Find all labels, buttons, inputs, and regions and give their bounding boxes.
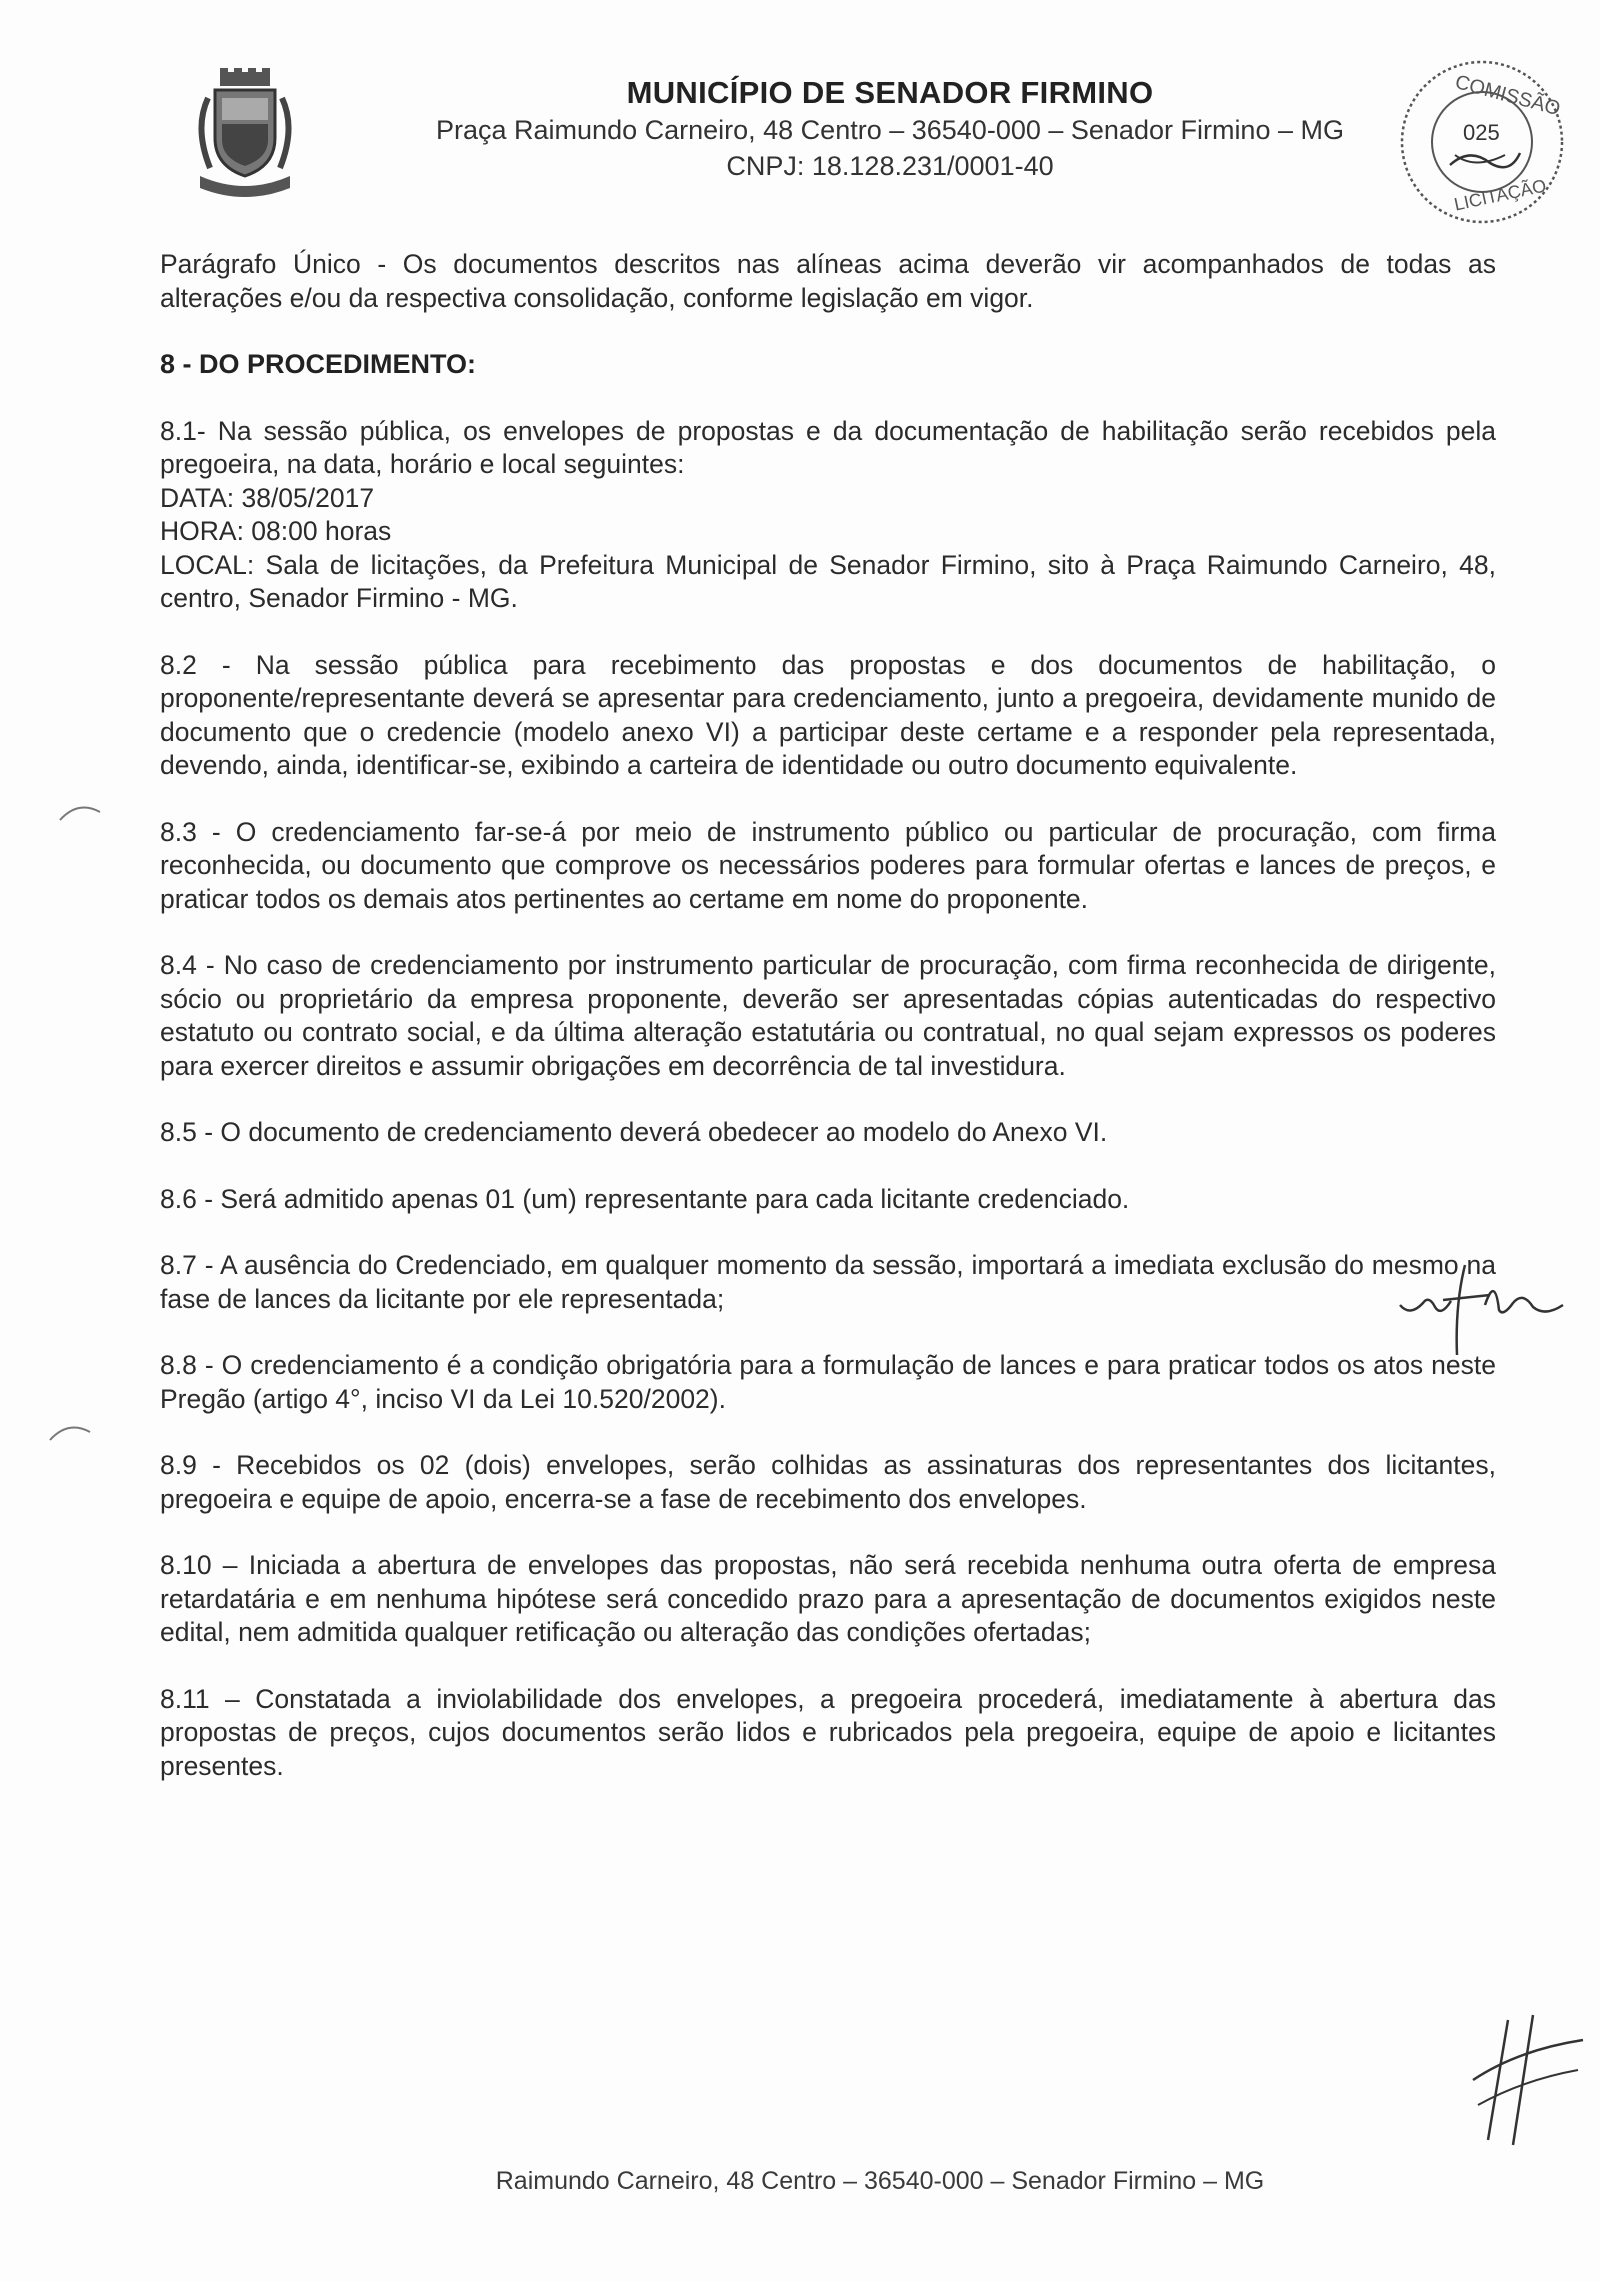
letterhead-text (400, 74, 1380, 184)
municipality-title: MUNICÍPIO DE SENADOR FIRMINO (626, 75, 1154, 110)
document-body (160, 248, 1496, 1816)
paragraph-8-1: 8.1- Na sessão pública, os envelopes de propostas e da documentação de habilitação serão recebidos pela pregoeira, na data, horário e local seguintes: (160, 415, 1496, 479)
svg-text:025: 025 (1463, 120, 1500, 145)
section-title: 8 - DO PROCEDIMENTO: (160, 349, 477, 379)
handwritten-signature-icon (1468, 2010, 1588, 2150)
hora-line: HORA: 08:00 horas (160, 516, 392, 546)
paragraph-8-9: 8.9 - Recebidos os 02 (dois) envelopes, serão colhidas as assinaturas dos representantes dos licitantes, pregoeira e equipe de apoio, encerra-se a fase de recebimento dos envelopes. (160, 1450, 1496, 1514)
margin-mark-icon (58, 798, 102, 828)
header-address: Praça Raimundo Carneiro, 48 Centro – 36540-000 – Senador Firmino – MG (436, 115, 1344, 145)
paragraph-8-2: 8.2 - Na sessão pública para recebimento das propostas e dos documentos de habilitação, o proponente/representante deverá se apresentar para credenciamento, junto a pregoeira, devidamente munido de documento que o credencie (modelo anexo VI) a participar deste certame e a responder pela representada, devendo, ainda, identificar-se, exibindo a carteira de identidade ou outro documento equivalente. (160, 649, 1496, 780)
paragraph-unico: Parágrafo Único - Os documentos descritos nas alíneas acima deverão vir acompanhados de todas as alterações e/ou da respectiva consolidação, conforme legislação em vigor. (160, 249, 1496, 313)
paragraph-8-10: 8.10 – Iniciada a abertura de envelopes das propostas, não será recebida nenhuma outra oferta de empresa retardatária e em nenhuma hipótese será concedido prazo para a apresentação de documentos exigidos neste edital, nem admitida qualquer retificação ou alteração das condições ofertadas; (160, 1550, 1496, 1647)
paragraph-8-5: 8.5 - O documento de credenciamento deverá obedecer ao modelo do Anexo VI. (160, 1117, 1108, 1147)
svg-text:COMISSÃO: COMISSÃO (1452, 71, 1563, 121)
paragraph-8-3: 8.3 - O credenciamento far-se-á por meio de instrumento público ou particular de procuração, com firma reconhecida, ou documento que comprove os necessários poderes para formular ofertas e lances de preços, e praticar todos os demais atos pertinentes ao certame em nome do proponente. (160, 816, 1496, 914)
commission-stamp-icon (1395, 55, 1570, 230)
header-cnpj: CNPJ: 18.128.231/0001-40 (726, 151, 1054, 181)
paragraph-8-11: 8.11 – Constatada a inviolabilidade dos envelopes, a pregoeira procederá, imediatamente à abertura das propostas de preços, cujos documentos serão lidos e rubricados pela pregoeira, equipe de apoio e licitantes presentes. (160, 1683, 1496, 1781)
coat-of-arms-icon (190, 68, 300, 198)
local-line: LOCAL: Sala de licitações, da Prefeitura Municipal de Senador Firmino, sito à Praça Raimundo Carneiro, 48, centro, Senador Firmino - MG. (160, 549, 1496, 613)
paragraph-8-6: 8.6 - Será admitido apenas 01 (um) representante para cada licitante credenciado. (160, 1183, 1130, 1214)
svg-text:LICITAÇÃO: LICITAÇÃO (1452, 175, 1549, 215)
footer (0, 2167, 1600, 2196)
paragraph-8-7: 8.7 - A ausência do Credenciado, em qualquer momento da sessão, importará a imediata exclusão do mesmo na fase de lances da licitante por ele representada; (160, 1250, 1496, 1314)
margin-mark-icon (48, 1418, 92, 1448)
data-line: DATA: 38/05/2017 (160, 482, 375, 513)
letterhead (160, 60, 1460, 200)
paragraph-8-4: 8.4 - No caso de credenciamento por instrumento particular de procuração, com firma reconhecida de dirigente, sócio ou proprietário da empresa proponente, deverão ser apresentadas cópias autenticadas do respectivo estatuto ou contrato social, e da última alteração estatutária ou contratual, no qual sejam expressos os poderes para exercer direitos e assumir obrigações em decorrência de tal investidura. (160, 950, 1496, 1081)
handwritten-initials-icon (1395, 1255, 1585, 1365)
footer-address: Raimundo Carneiro, 48 Centro – 36540-000 – Senador Firmino – MG (495, 2167, 1265, 2195)
paragraph-8-8: 8.8 - O credenciamento é a condição obrigatória para a formulação de lances e para praticar todos os atos neste Pregão (artigo 4°, inciso VI da Lei 10.520/2002). (160, 1350, 1496, 1414)
